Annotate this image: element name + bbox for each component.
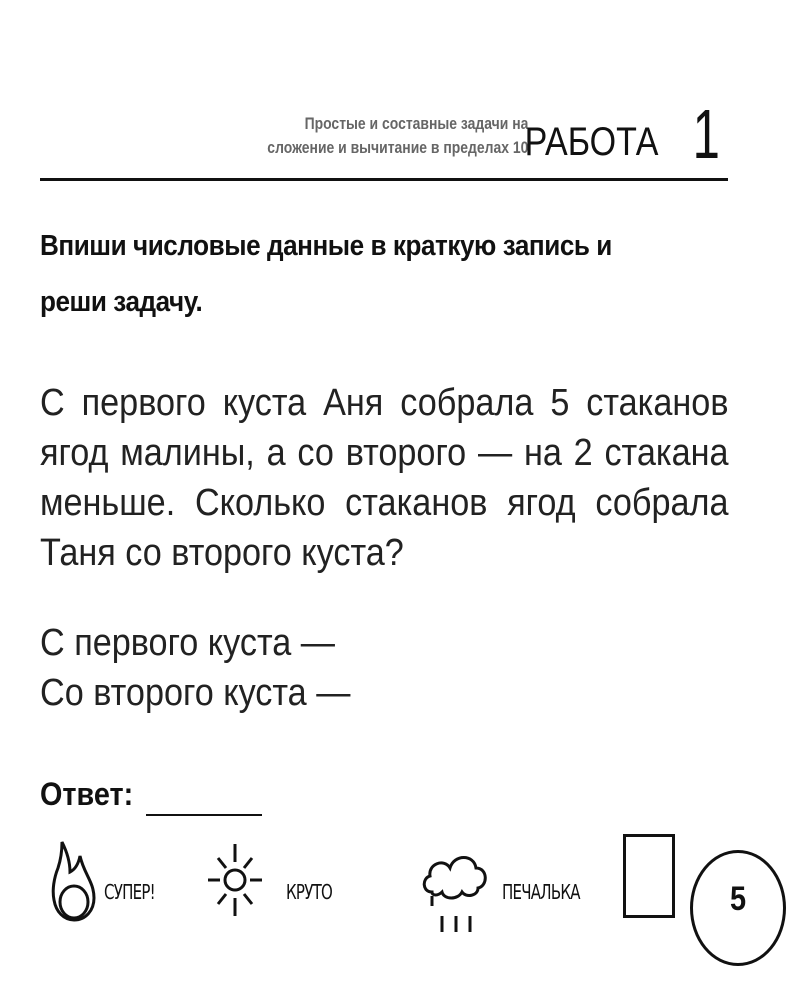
page-header bbox=[40, 92, 728, 180]
flame-icon bbox=[44, 838, 100, 924]
header-title: РАБОТА bbox=[524, 120, 658, 164]
problem-text: С первого куста Аня собрала 5 стаканов ягод малины, а со второго — на 2 стакана меньше. Сколько стаканов ягод собрала Таня со второго куста? bbox=[40, 382, 729, 574]
rain-cloud-icon bbox=[418, 846, 490, 936]
self-assessment-checkbox[interactable] bbox=[623, 834, 675, 918]
answer-input-line[interactable] bbox=[146, 814, 262, 816]
sun-icon bbox=[206, 838, 264, 920]
header-work-number: 1 bbox=[692, 95, 720, 173]
record-line-first-bush: С первого куста — bbox=[40, 622, 335, 664]
rating-label-cool: КРУТО bbox=[286, 880, 333, 904]
header-subtitle bbox=[267, 112, 528, 160]
header-subtitle-line2: сложение и вычитание в пределах 10 bbox=[266, 138, 528, 157]
header-divider bbox=[40, 178, 728, 181]
task-instruction: Впиши числовые данные в краткую запись и реши задачу. bbox=[40, 230, 612, 318]
short-record bbox=[40, 618, 350, 718]
header-subtitle-line1: Простые и составные задачи на bbox=[304, 114, 528, 133]
page-number: 5 bbox=[729, 880, 747, 918]
rating-label-super: СУПЕР! bbox=[104, 880, 155, 904]
rating-label-sad: ПЕЧАЛЬКА bbox=[502, 880, 580, 904]
answer-label: Ответ: bbox=[40, 776, 134, 812]
record-line-second-bush: Со второго куста — bbox=[40, 672, 351, 714]
